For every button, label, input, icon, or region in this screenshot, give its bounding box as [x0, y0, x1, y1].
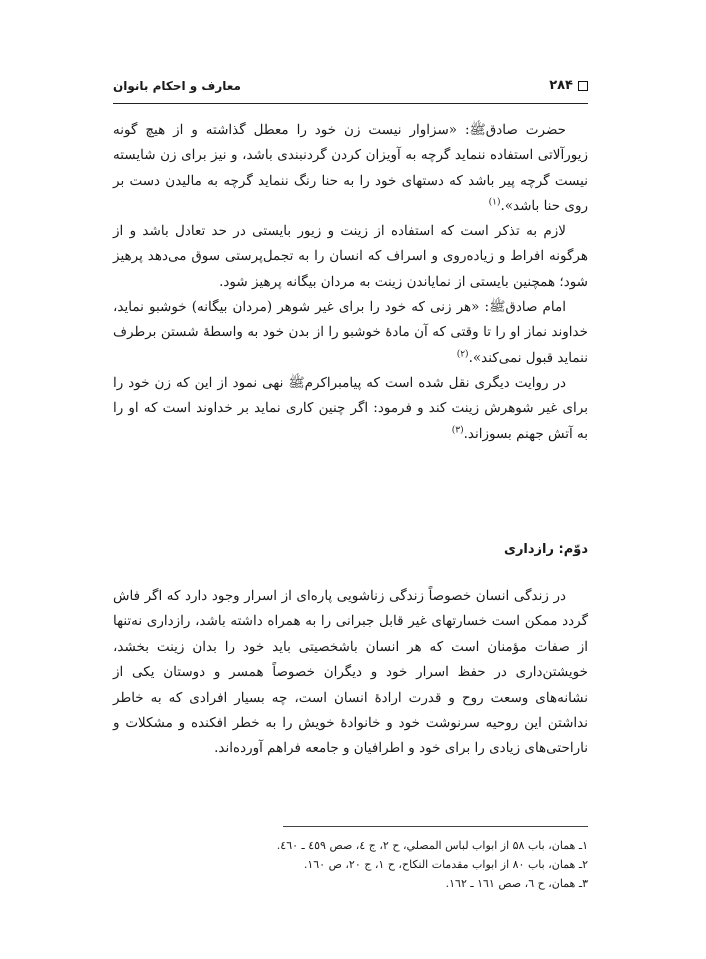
page-number: ۲۸۴ — [549, 78, 573, 93]
running-book-title: معارف و احکام بانوان — [113, 79, 241, 93]
page-header — [113, 78, 588, 100]
square-bullet-icon — [578, 81, 588, 91]
footnote: ۲ـ همان، باب ۸۰ از ابواب مقدمات النكاح، ح ۱، ج ۲۰، ص ۱٦٠. — [303, 858, 588, 871]
page-number-block — [549, 78, 588, 93]
paragraph-text: لازم به تذکر است که استفاده از زینت و زیور بایستی در حد تعادل باشد و از هرگونه افراط و زیاده‌روی و اسراف که انسان را به تجمل‌پرستی سوق می‌دهد پرهیز شود؛ همچنین بایستی از نمایاندن زینت به مردان بیگانه پرهیز شود. — [113, 223, 588, 290]
paragraph — [113, 295, 588, 371]
footnote-ref: (۲) — [456, 349, 469, 360]
footnote: ۳ـ همان، ح ٦، صص ۱٦۱ ـ ۱٦۲. — [445, 877, 588, 890]
section-heading: دوّم: رازداری — [504, 542, 588, 557]
footnote-ref: (۳) — [451, 425, 464, 436]
footnote-rule — [283, 826, 588, 827]
paragraph-text: در روایت دیگری نقل شده است که پیامبراکرمﷺ نهی نمود از این که زن خود را برای غیر شوهرش زینت کند و فرمود: اگر چنین کاری نماید بر خداوند است که او را به آتش جهنم بسوزاند. — [113, 374, 588, 442]
header-rule — [113, 103, 588, 104]
main-text — [113, 118, 588, 447]
paragraph: در زندگی انسان خصوصاً زندگی زناشویی پاره‌ای از اسرار وجود دارد که اگر فاش گردد ممکن است خسارتهای غیر قابل جبرانی را به همراه داشته باشد، رازداری نه‌تنها از صفات مؤمنان است که هر انسان باشخصیتی باید خود را بدان زینت بخشد، خویشتن‌داری در حفظ اسرار خود و دیگران خصوصاً همسر و دوستان یکی از نشانه‌های وسعت روح و قدرت ارادهٔ انسان است، چه بسیار افرادی که به خاطر نداشتن این روحیه سرنوشت خود و خانوادهٔ خویش را به خطر افکنده و مشکلات و ناراحتی‌های زیادی را برای خود و اطرافیان و جامعه فراهم آورده‌اند. — [113, 588, 588, 757]
footnote: ۱ـ همان، باب ۵۸ از ابواب لباس المصلي، ح ۲، ج ٤، صص ٤٥٩ ـ ٤٦٠. — [276, 839, 588, 852]
paragraph-text: حضرت صادقﷺ: «سزاوار نیست زن خود را معطل گذاشته و از هیچ گونه زیورآلاتی استفاده ننماید گرچه به آویزان کردن گردنبندی باشد، و نیز برای زن شایسته نیست گرچه پیر باشد که دستهای خود را به حنا رنگ ننماید گرچه به مالیدن دست بر روی حنا باشد». — [113, 122, 588, 214]
footnote-ref: (۱) — [488, 197, 501, 208]
section-text — [113, 584, 588, 762]
footnotes — [276, 836, 588, 893]
paragraph-text: امام صادقﷺ: «هر زنی که خود را برای غیر شوهر (مردان بیگانه) خوشبو نماید، خداوند نماز او را تا وقتی که آن مادهٔ خوشبو را از بدن خود به واسطهٔ شستن برطرف ننماید قبول نمی‌کند». — [113, 299, 588, 366]
paragraph — [113, 219, 588, 295]
paragraph — [113, 118, 588, 219]
paragraph — [113, 371, 588, 447]
